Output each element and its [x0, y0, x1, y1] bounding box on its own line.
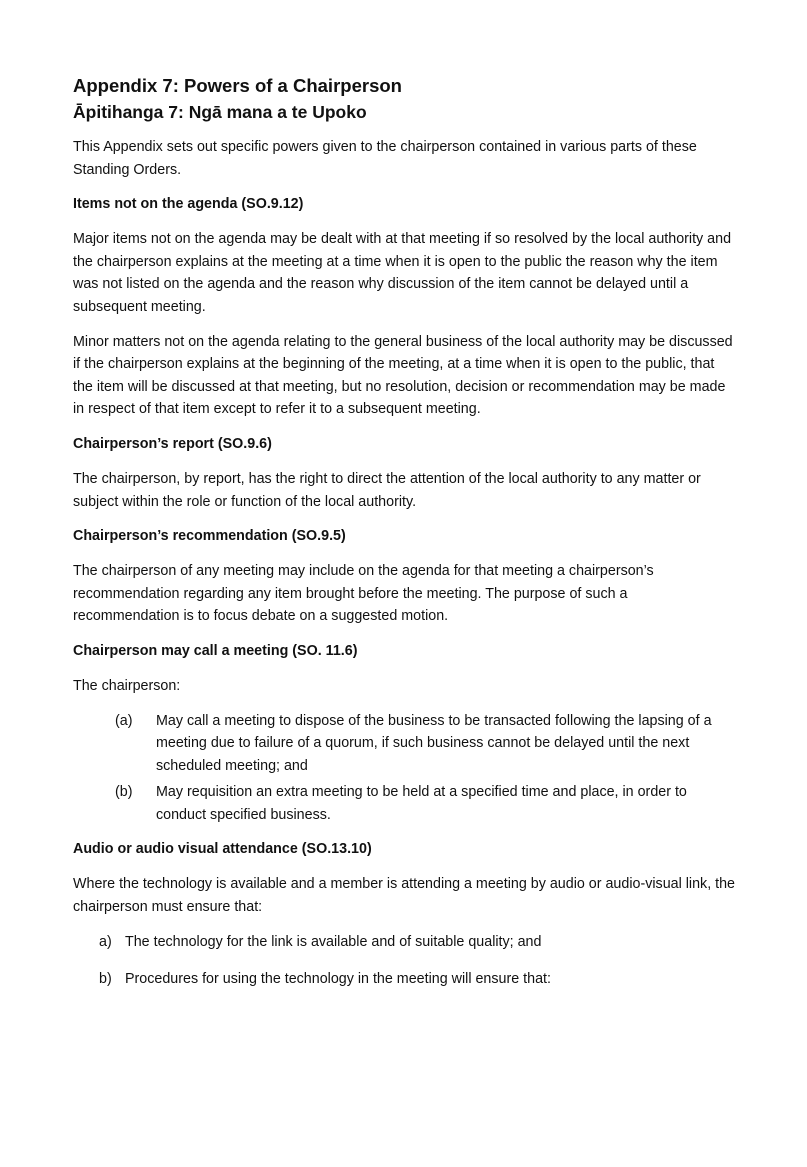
list-item-text: May requisition an extra meeting to be held at a specified time and place, in order to conduct specified business.: [156, 784, 687, 823]
list-item: [73, 710, 737, 778]
paragraph: Where the technology is available and a member is attending a meeting by audio or audio-visual link, the chairperson must ensure that:: [73, 876, 736, 916]
powers-list: [73, 710, 737, 827]
list-marker: a): [99, 933, 112, 950]
section-heading: Chairperson’s report (SO.9.6): [73, 435, 272, 452]
list-marker: b): [99, 971, 112, 988]
intro-paragraph: This Appendix sets out specific powers given to the chairperson contained in various parts of these Standing Orders.: [73, 139, 697, 178]
list-item: [73, 931, 737, 954]
paragraph: The chairperson, by report, has the right to direct the attention of the local authority to any matter or subject within the role or function of the local authority.: [73, 470, 701, 510]
paragraph: The chairperson of any meeting may include on the agenda for that meeting a chairperson’s recommendation regarding any item brought before the meeting. The purpose of such a recommendation is to focus debate on a suggested motion.: [73, 563, 654, 625]
section-heading: Items not on the agenda (SO.9.12): [73, 196, 304, 213]
paragraph: The chairperson:: [73, 677, 181, 694]
section-chairperson-report: [73, 433, 737, 513]
section-heading: Chairperson’s recommendation (SO.9.5): [73, 528, 346, 545]
section-audio-visual-attendance: [73, 838, 737, 990]
paragraph: Major items not on the agenda may be dealt with at that meeting if so resolved by the local authority and the chairperson explains at the meeting at a time when it is open to the public the reason why the item was not listed on the agenda and the reason why discussion of the item cannot be delayed until a subsequent meeting.: [73, 231, 732, 315]
list-marker: (b): [115, 784, 133, 801]
list-item-text: Procedures for using the technology in the meeting will ensure that:: [125, 971, 551, 988]
section-call-meeting: [73, 640, 737, 827]
page-subtitle: Āpitihanga 7: Ngā mana a te Upoko: [73, 102, 367, 122]
section-items-not-on-agenda: [73, 193, 737, 421]
section-chairperson-recommendation: [73, 525, 737, 628]
list-marker: (a): [115, 712, 133, 729]
list-item-text: May call a meeting to dispose of the business to be transacted following the lapsing of a meeting due to failure of a quorum, if such business cannot be delayed until the next scheduled meeting; and: [156, 712, 712, 774]
section-heading: Chairperson may call a meeting (SO. 11.6): [73, 642, 358, 659]
page-title: Appendix 7: Powers of a Chairperson: [73, 75, 402, 96]
document-page: [73, 74, 737, 1006]
paragraph: Minor matters not on the agenda relating to the general business of the local authority may be discussed if the chairperson explains at the beginning of the meeting, at a time when it is open to the public, that the item will be discussed at that meeting, but no resolution, decision or recommendation may be made in respect of that item except to refer it to a subsequent meeting.: [73, 333, 733, 418]
list-item: [73, 781, 737, 826]
list-item: [73, 968, 737, 991]
section-heading: Audio or audio visual attendance (SO.13.10): [73, 841, 372, 858]
requirements-list: [73, 931, 737, 991]
list-item-text: The technology for the link is available and of suitable quality; and: [125, 933, 542, 950]
